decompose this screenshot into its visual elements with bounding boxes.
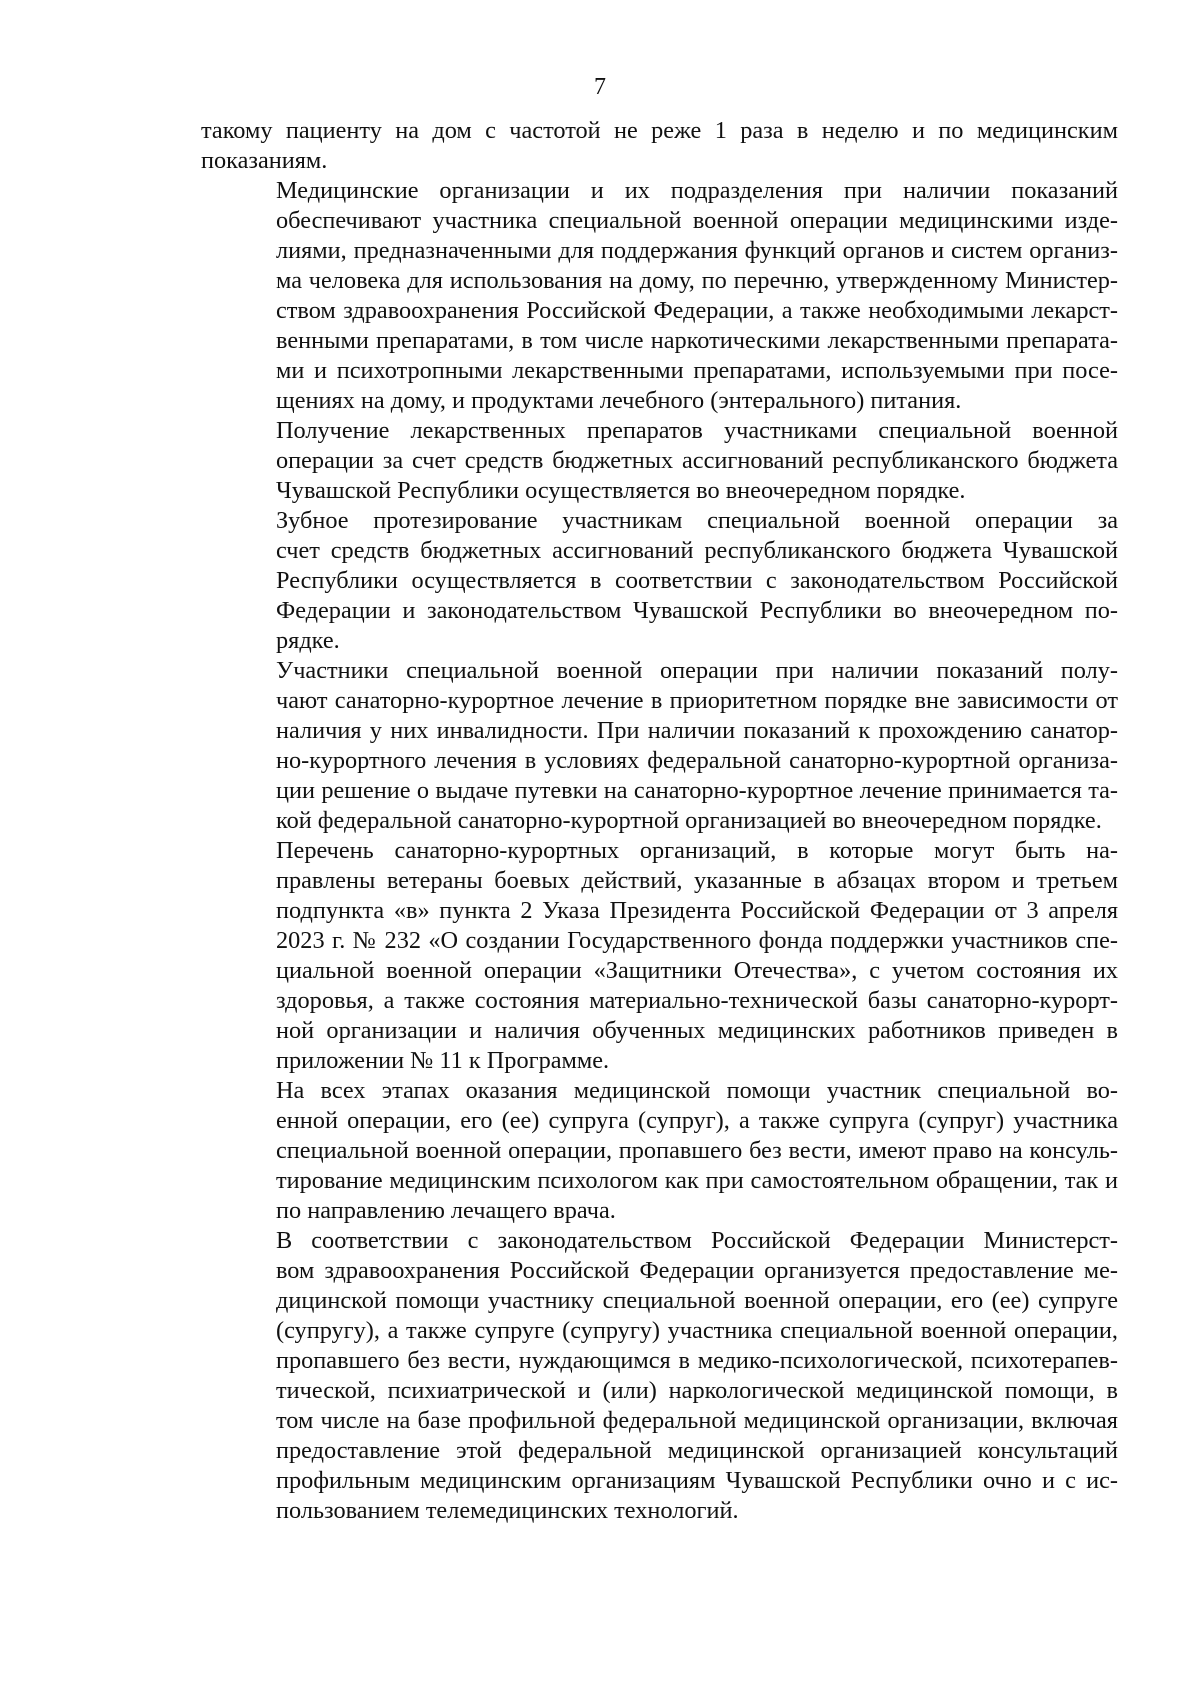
text-line: (супругу), а также супруге (супругу) участника специальной военной операции,	[276, 1317, 1118, 1344]
text-line: Федерации и законодательством Чувашской Республики во внеочередном по-	[276, 597, 1118, 624]
text-line: приложении № 11 к Программе.	[276, 1047, 610, 1074]
text-line: такому пациенту на дом с частотой не реже 1 раза в неделю и по медицинским	[201, 117, 1118, 144]
text-line: правлены ветераны боевых действий, указанные в абзацах втором и третьем	[276, 867, 1118, 894]
text-line: циальной военной операции «Защитники Отечества», с учетом состояния их	[276, 957, 1118, 984]
paragraph	[201, 656, 1118, 836]
text-line: подпункта «в» пункта 2 Указа Президента Российской Федерации от 3 апреля	[276, 897, 1118, 924]
text-line: 2023 г. № 232 «О создании Государственного фонда поддержки участников спе-	[276, 927, 1118, 954]
text-line: предоставление этой федеральной медицинской организацией консультаций	[276, 1437, 1118, 1464]
text-line: ной организации и наличия обученных медицинских работников приведен в	[276, 1017, 1118, 1044]
text-line: кой федеральной санаторно-курортной организацией во внеочередном порядке.	[276, 807, 1102, 834]
text-line: лиями, предназначенными для поддержания функций органов и систем организ-	[276, 237, 1118, 264]
paragraph	[201, 506, 1118, 656]
paragraph	[201, 1226, 1118, 1526]
text-line: здоровья, а также состояния материально-технической базы санаторно-курорт-	[276, 987, 1118, 1014]
text-line: Получение лекарственных препаратов участниками специальной военной	[276, 417, 1118, 444]
text-line: На всех этапах оказания медицинской помощи участник специальной во-	[276, 1077, 1118, 1104]
text-line: Медицинские организации и их подразделения при наличии показаний	[276, 177, 1118, 204]
text-line: показаниям.	[201, 147, 328, 174]
text-line: операции за счет средств бюджетных ассигнований республиканского бюджета	[276, 447, 1118, 474]
text-line: обеспечивают участника специальной военной операции медицинскими изде-	[276, 207, 1118, 234]
text-line: ми и психотропными лекарственными препаратами, используемыми при посе-	[276, 357, 1118, 384]
text-line: чают санаторно-курортное лечение в приоритетном порядке вне зависимости от	[276, 687, 1118, 714]
text-line: по направлению лечащего врача.	[276, 1197, 616, 1224]
text-line: счет средств бюджетных ассигнований республиканского бюджета Чувашской	[276, 537, 1118, 564]
text-line: специальной военной операции, пропавшего без вести, имеют право на консуль-	[276, 1137, 1118, 1164]
paragraph	[201, 176, 1118, 416]
text-line: наличия у них инвалидности. При наличии показаний к прохождению санатор-	[276, 717, 1118, 744]
text-line: щениях на дому, и продуктами лечебного (энтерального) питания.	[276, 387, 962, 414]
text-line: ма человека для использования на дому, по перечню, утвержденному Министер-	[276, 267, 1118, 294]
paragraph	[201, 416, 1118, 506]
page-number: 7	[594, 74, 606, 100]
paragraph	[201, 836, 1118, 1076]
text-line: рядке.	[276, 627, 340, 654]
text-line: тической, психиатрической и (или) наркологической медицинской помощи, в	[276, 1377, 1118, 1404]
document-body	[201, 116, 1118, 1526]
paragraph	[201, 1076, 1118, 1226]
text-line: ции решение о выдаче путевки на санаторно-курортное лечение принимается та-	[276, 777, 1118, 804]
text-line: венными препаратами, в том числе наркотическими лекарственными препарата-	[276, 327, 1118, 354]
text-line: енной операции, его (ее) супруга (супруг), а также супруга (супруг) участника	[276, 1107, 1118, 1134]
text-line: профильным медицинским организациям Чувашской Республики очно и с ис-	[276, 1467, 1118, 1494]
text-line: пропавшего без вести, нуждающимся в медико-психологической, психотерапев-	[276, 1347, 1118, 1374]
text-line: том числе на базе профильной федеральной медицинской организации, включая	[276, 1407, 1118, 1434]
text-line: но-курортного лечения в условиях федеральной санаторно-курортной организа-	[276, 747, 1118, 774]
text-line: тирование медицинским психологом как при самостоятельном обращении, так и	[276, 1167, 1118, 1194]
paragraph	[201, 116, 1118, 176]
text-line: Чувашской Республики осуществляется во внеочередном порядке.	[276, 477, 966, 504]
text-line: Республики осуществляется в соответствии с законодательством Российской	[276, 567, 1118, 594]
text-line: В соответствии с законодательством Российской Федерации Министерст-	[276, 1227, 1118, 1254]
text-line: пользованием телемедицинских технологий.	[276, 1497, 739, 1524]
text-line: Зубное протезирование участникам специальной военной операции за	[276, 507, 1118, 534]
text-line: вом здравоохранения Российской Федерации организуется предоставление ме-	[276, 1257, 1118, 1284]
text-line: Перечень санаторно-курортных организаций, в которые могут быть на-	[276, 837, 1118, 864]
text-line: дицинской помощи участнику специальной военной операции, его (ее) супруге	[276, 1287, 1118, 1314]
text-line: Участники специальной военной операции при наличии показаний полу-	[276, 657, 1118, 684]
text-line: ством здравоохранения Российской Федерации, а также необходимыми лекарст-	[276, 297, 1118, 324]
